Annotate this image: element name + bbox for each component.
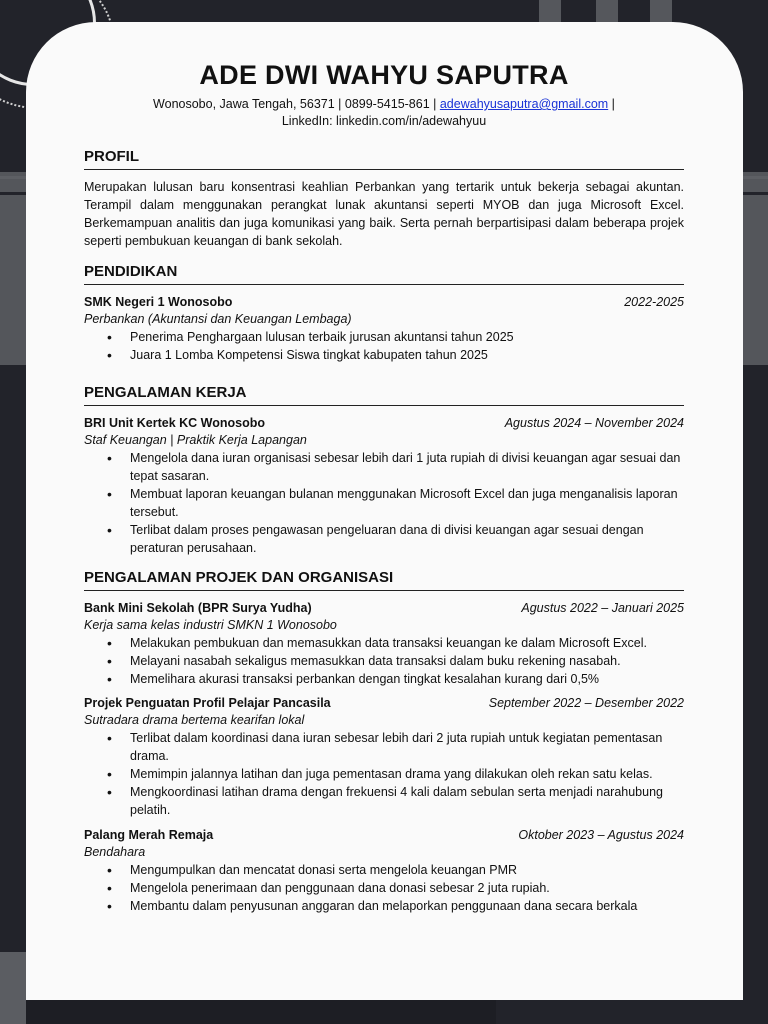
entry-organization: Bank Mini Sekolah (BPR Surya Yudha) xyxy=(84,601,312,615)
bullet-item: • Terlibat dalam koordinasi dana iuran sebesar lebih dari 2 juta rupiah untuk kegiatan pementasan drama. xyxy=(130,729,684,765)
bullet-item: • Melakukan pembukuan dan memasukkan data transaksi keuangan ke dalam Microsoft Excel. xyxy=(130,634,684,652)
entry-date: Oktober 2023 – Agustus 2024 xyxy=(518,828,684,842)
entry-role: Bendahara xyxy=(84,845,146,859)
bullet-item: • Membuat laporan keuangan bulanan menggunakan Microsoft Excel dan juga menganalisis laporan tersebut. xyxy=(130,485,684,521)
entry-date: September 2022 – Desember 2022 xyxy=(488,696,684,710)
entry-organization: SMK Negeri 1 Wonosobo xyxy=(84,295,233,309)
entry-date: Agustus 2024 – November 2024 xyxy=(504,416,684,430)
bullet-item: • Terlibat dalam proses pengawasan pengeluaran dana di divisi keuangan agar sesuai dengan peraturan perusahaan. xyxy=(130,521,684,557)
bullet-item: • Mengkoordinasi latihan drama dengan frekuensi 4 kali dalam sebulan serta menjadi narahubung pelatih. xyxy=(130,783,684,819)
profil-text: Merupakan lulusan baru konsentrasi keahlian Perbankan yang tertarik untuk bekerja sebagai akuntan. Terampil dalam menggunakan perangkat lunak akuntansi seperti MYOB dan juga Microsoft Excel. Berkemampuan analitis dan juga komunikasi yang baik. Serta pernah berpartisipasi dalam beberapa projek seperti pembukuan keuangan di bank sekolah. xyxy=(84,180,684,248)
entry-role: Sutradara drama bertema kearifan lokal xyxy=(84,713,305,727)
background-footer-bar xyxy=(26,1000,496,1024)
candidate-name: ADE DWI WAHYU SAPUTRA xyxy=(199,60,569,90)
entry-organization: Projek Penguatan Profil Pelajar Pancasila xyxy=(84,696,331,710)
bullet-item: • Mengumpulkan dan mencatat donasi serta mengelola keuangan PMR xyxy=(130,861,684,879)
bullet-item: • Mengelola penerimaan dan penggunaan dana donasi sebesar 2 juta rupiah. xyxy=(130,879,684,897)
entry-bullets xyxy=(84,449,684,557)
section-title-pendidikan: PENDIDIKAN xyxy=(84,263,684,285)
bullet-item: • Penerima Penghargaan lulusan terbaik jurusan akuntansi tahun 2025 xyxy=(130,328,684,346)
linkedin-text: LinkedIn: linkedin.com/in/adewahyuu xyxy=(281,114,487,128)
background-block xyxy=(0,952,26,1024)
entry-bullets xyxy=(84,861,684,915)
entry-date: Agustus 2022 – Januari 2025 xyxy=(521,601,684,615)
entry-organization: BRI Unit Kertek KC Wonosobo xyxy=(84,416,266,430)
bullet-item: • Membantu dalam penyusunan anggaran dan melaporkan penggunaan dana secara berkala xyxy=(130,897,684,915)
section-title-profil: PROFIL xyxy=(84,148,684,170)
entry-role: Perbankan (Akuntansi dan Keuangan Lembaga) xyxy=(84,312,352,326)
contact-address-phone: Wonosobo, Jawa Tengah, 56371 | 0899-5415-861 | xyxy=(153,97,440,111)
section-title-kerja: PENGALAMAN KERJA xyxy=(84,384,684,406)
project-entry xyxy=(84,694,684,819)
entry-role: Staf Keuangan | Praktik Kerja Lapangan xyxy=(84,433,307,447)
contact-info xyxy=(84,96,684,130)
bullet-item: • Memimpin jalannya latihan dan juga pementasan drama yang dilakukan oleh rekan satu kelas. xyxy=(130,765,684,783)
entry-role: Kerja sama kelas industri SMKN 1 Wonosobo xyxy=(84,618,337,632)
bullet-item: • Mengelola dana iuran organisasi sebesar lebih dari 1 juta rupiah di divisi keuangan agar sesuai dan tepat sasaran. xyxy=(130,449,684,485)
project-entry xyxy=(84,599,684,688)
bullet-item: • Juara 1 Lomba Kompetensi Siswa tingkat kabupaten tahun 2025 xyxy=(130,346,684,364)
email-link[interactable]: adewahyusaputra@gmail.com xyxy=(439,97,609,111)
contact-separator: | xyxy=(608,97,615,111)
entry-organization: Palang Merah Remaja xyxy=(84,828,214,842)
work-entry xyxy=(84,414,684,557)
bullet-item: • Melayani nasabah sekaligus memasukkan data transaksi dalam buku rekening nasabah. xyxy=(130,652,684,670)
education-entry xyxy=(84,293,684,364)
entry-date: 2022-2025 xyxy=(624,295,684,309)
project-entry xyxy=(84,826,684,915)
section-title-projek: PENGALAMAN PROJEK DAN ORGANISASI xyxy=(84,569,684,591)
entry-bullets xyxy=(84,634,684,688)
entry-bullets xyxy=(84,729,684,819)
entry-bullets xyxy=(84,328,684,364)
bullet-item: • Memelihara akurasi transaksi perbankan dengan tingkat kesalahan kurang dari 0,5% xyxy=(130,670,684,688)
